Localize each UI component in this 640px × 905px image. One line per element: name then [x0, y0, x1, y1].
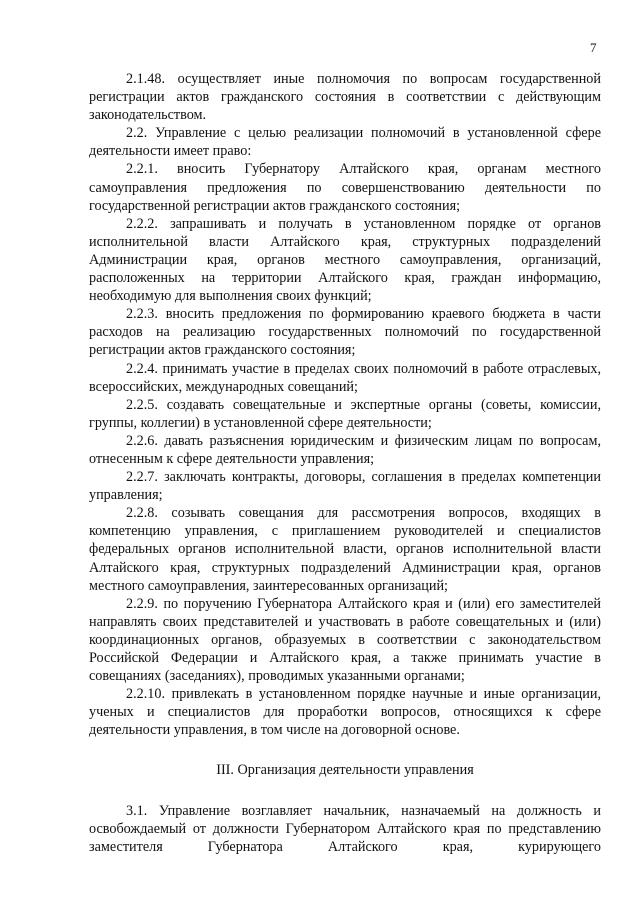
- document-body: [89, 70, 601, 856]
- paragraph-2-2-7: 2.2.7. заключать контракты, договоры, соглашения в пределах компетенции управления;: [89, 469, 601, 504]
- paragraph-2-2-2: 2.2.2. запрашивать и получать в установленном порядке от органов исполнительной власти Алтайского края, структурных подразделений Администрации края, органов местного самоуправления, организаций, расположенных на территории Алтайского края, граждан информацию, необходимую для выполнения своих функций;: [89, 215, 601, 305]
- paragraph-2-2-8: 2.2.8. созывать совещания для рассмотрения вопросов, входящих в компетенцию управления, с приглашением руководителей и специалистов федеральных органов исполнительной власти, органов исполнительной власти Алтайского края, структурных подразделений Администрации края, органов местного самоуправления, заинтересованных организаций;: [89, 505, 601, 594]
- paragraph-3-1: 3.1. Управление возглавляет начальник, назначаемый на должность и освобождаемый от должности Губернатором Алтайского края по представлению заместителя Губернатора Алтайского края, курирующего: [89, 802, 601, 855]
- paragraph-2-2-5: 2.2.5. создавать совещательные и экспертные органы (советы, комиссии, группы, коллегии) в установленной сфере деятельности;: [89, 396, 601, 431]
- paragraph-2-2-1: 2.2.1. вносить Губернатору Алтайского края, органам местного самоуправления предложения по совершенствованию деятельности по государственной регистрации актов гражданского состояния;: [89, 161, 601, 214]
- page-number: 7: [590, 40, 597, 55]
- paragraph-2-2-4: 2.2.4. принимать участие в пределах своих полномочий в работе отраслевых, всероссийских, международных совещаний;: [89, 360, 601, 395]
- paragraph-2-2: 2.2. Управление с целью реализации полномочий в установленной сфере деятельности имеет право:: [89, 125, 601, 160]
- paragraph-2-2-9: 2.2.9. по поручению Губернатора Алтайского края и (или) его заместителей направлять своих представителей и участвовать в работе совещательных и (или) координационных органов, образуемых в соответствии с законодательством Российской Федерации и Алтайского края, а также принимать участие в совещаниях (заседаниях), проводимых указанными органами;: [89, 595, 601, 685]
- paragraph-2-2-3: 2.2.3. вносить предложения по формированию краевого бюджета в части расходов на реализацию государственных полномочий по государственной регистрации актов гражданского состояния;: [89, 306, 601, 359]
- paragraph-2-1-48: 2.1.48. осуществляет иные полномочия по вопросам государственной регистрации актов гражданского состояния в соответствии с действующим законодательством.: [89, 71, 601, 124]
- section-heading: III. Организация деятельности управления: [216, 762, 474, 779]
- paragraph-2-2-10: 2.2.10. привлекать в установленном порядке научные и иные организации, ученых и специалистов для проработки вопросов, относящихся к сфере деятельности управления, в том числе на договорной основе.: [89, 686, 601, 739]
- paragraph-2-2-6: 2.2.6. давать разъяснения юридическим и физическим лицам по вопросам, отнесенным к сфере деятельности управления;: [89, 432, 601, 467]
